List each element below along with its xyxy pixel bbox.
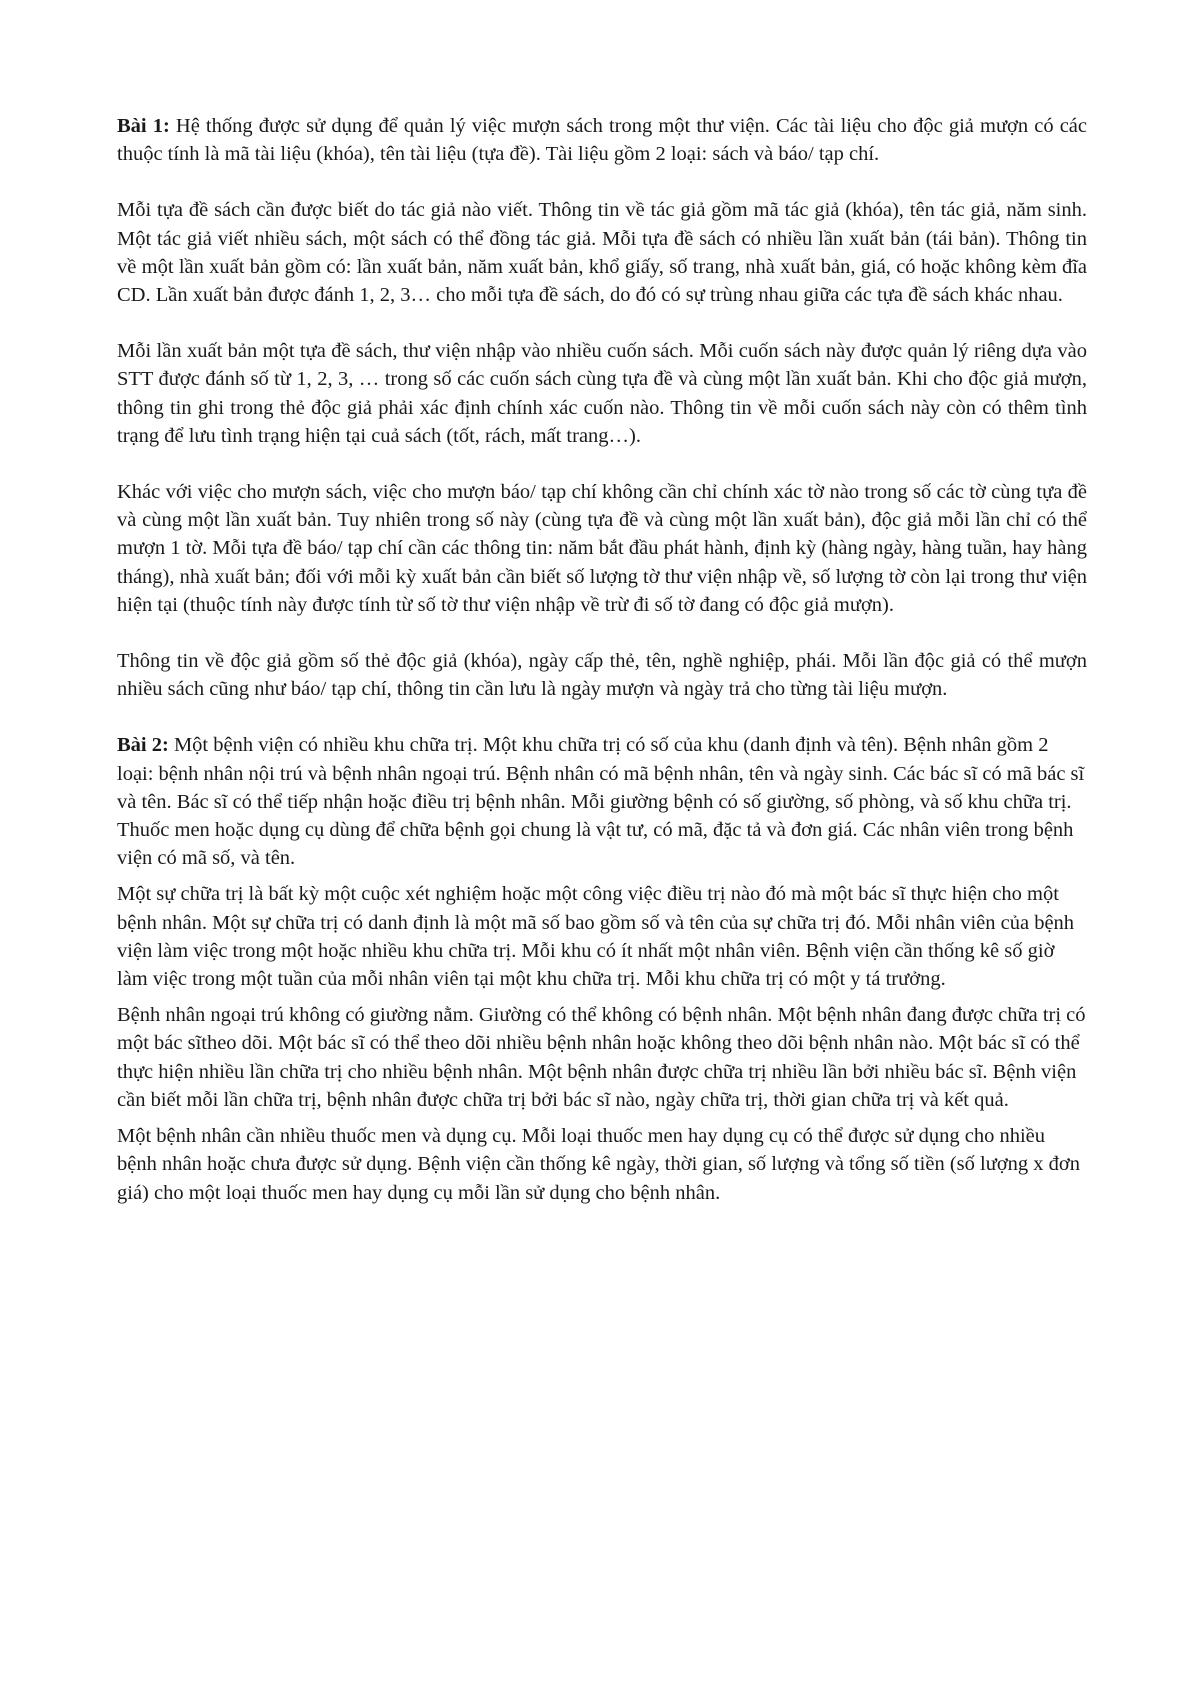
- bai1-paragraph-2: Mỗi tựa đề sách cần được biết do tác giả nào viết. Thông tin về tác giả gồm mã tác giả (khóa), tên tác giả, năm sinh. Một tác giả viết nhiều sách, một sách có thể đồng tác giả. Mỗi tựa đề sách có nhiều lần xuất bản (tái bản). Thông tin về một lần xuất bản gồm có: lần xuất bản, năm xuất bản, khổ giấy, số trang, nhà xuất bản, giá, có hoặc không kèm đĩa CD. Lần xuất bản được đánh 1, 2, 3… cho mỗi tựa đề sách, do đó có sự trùng nhau giữa các tựa đề sách khác nhau.: [117, 199, 1087, 307]
- bai2-paragraph-2: Một sự chữa trị là bất kỳ một cuộc xét nghiệm hoặc một công việc điều trị nào đó mà một bác sĩ thực hiện cho một bệnh nhân. Một sự chữa trị có danh định là một mã số bao gồm số và tên của sự chữa trị đó. Mỗi nhân viên của bệnh viện làm việc trong một hoặc nhiều khu chữa trị. Mỗi khu có ít nhất một nhân viên. Bệnh viện cần thống kê số giờ làm việc trong một tuần của mỗi nhân viên tại một khu chữa trị. Mỗi khu chữa trị có một y tá trưởng.: [117, 883, 1075, 991]
- bai2-paragraph-3: Bệnh nhân ngoại trú không có giường nằm. Giường có thể không có bệnh nhân. Một bệnh nhân đang được chữa trị có một bác sĩtheo dõi. Một bác sĩ có thể theo dõi nhiều bệnh nhân hoặc không theo dõi bệnh nhân nào. Một bác sĩ có thể thực hiện nhiều lần chữa trị cho nhiều bệnh nhân. Một bệnh nhân được chữa trị nhiều lần bởi nhiều bác sĩ. Bệnh viện cần biết mỗi lần chữa trị, bệnh nhân được chữa trị bởi bác sĩ nào, ngày chữa trị, thời gian chữa trị và kết quả.: [117, 1004, 1086, 1111]
- bai1-paragraph-5: Thông tin về độc giả gồm số thẻ độc giả (khóa), ngày cấp thẻ, tên, nghề nghiệp, phái. Mỗi lần độc giả có thể mượn nhiều sách cũng như báo/ tạp chí, thông tin cần lưu là ngày mượn và ngày trả cho từng tài liệu mượn.: [117, 650, 1087, 701]
- bai2-text-1: Một bệnh viện có nhiều khu chữa trị. Một khu chữa trị có số của khu (danh định và tên). Bệnh nhân gồm 2 loại: bệnh nhân nội trú và bệnh nhân ngoại trú. Bệnh nhân có mã bệnh nhân, tên và ngày sinh. Các bác sĩ có mã bác sĩ và tên. Bác sĩ có thể tiếp nhận hoặc điều trị bệnh nhân. Mỗi giường bệnh có số giường, số phòng, và số khu chữa trị. Thuốc men hoặc dụng cụ dùng để chữa bệnh gọi chung là vật tư, có mã, đặc tả và đơn giá. Các nhân viên trong bệnh viện có mã số, và tên.: [117, 734, 1085, 870]
- bai1-paragraph-1: [117, 112, 1087, 168]
- bai1-text-1: Hệ thống được sử dụng để quản lý việc mượn sách trong một thư viện. Các tài liệu cho độc giả mượn có các thuộc tính là mã tài liệu (khóa), tên tài liệu (tựa đề). Tài liệu gồm 2 loại: sách và báo/ tạp chí.: [117, 115, 1087, 166]
- bai1-paragraph-4: Khác với việc cho mượn sách, việc cho mượn báo/ tạp chí không cần chỉ chính xác tờ nào trong số các tờ cùng tựa đề và cùng một lần xuất bản. Tuy nhiên trong số này (cùng tựa đề và cùng một lần xuất bản), độc giả mỗi lần chỉ có thể mượn 1 tờ. Mỗi tựa đề báo/ tạp chí cần các thông tin: năm bắt đầu phát hành, định kỳ (hàng ngày, hàng tuần, hay hàng tháng), nhà xuất bản; đối với mỗi kỳ xuất bản cần biết số lượng tờ thư viện nhập về, số lượng tờ còn lại trong thư viện hiện tại (thuộc tính này được tính từ số tờ thư viện nhập về trừ đi số tờ đang có độc giả mượn).: [117, 481, 1087, 616]
- bai2-label: Bài 2:: [117, 734, 169, 757]
- document-page: [117, 112, 1087, 1207]
- bai1-paragraph-3: Mỗi lần xuất bản một tựa đề sách, thư viện nhập vào nhiều cuốn sách. Mỗi cuốn sách này được quản lý riêng dựa vào STT được đánh số từ 1, 2, 3, … trong số các cuốn sách cùng tựa đề và cùng một lần xuất bản. Khi cho độc giả mượn, thông tin ghi trong thẻ độc giả phải xác định chính xác cuốn nào. Thông tin về mỗi cuốn sách này còn có thêm tình trạng để lưu tình trạng hiện tại cuả sách (tốt, rách, mất trang…).: [117, 340, 1087, 447]
- bai1-label: Bài 1:: [117, 115, 170, 137]
- bai2-paragraph-1: [117, 731, 1087, 872]
- bai2-paragraph-4: Một bệnh nhân cần nhiều thuốc men và dụng cụ. Mỗi loại thuốc men hay dụng cụ có thể được sử dụng cho nhiều bệnh nhân hoặc chưa được sử dụng. Bệnh viện cần thống kê ngày, thời gian, số lượng và tổng số tiền (số lượng x đơn giá) cho một loại thuốc men hay dụng cụ mỗi lần sử dụng cho bệnh nhân.: [117, 1125, 1080, 1204]
